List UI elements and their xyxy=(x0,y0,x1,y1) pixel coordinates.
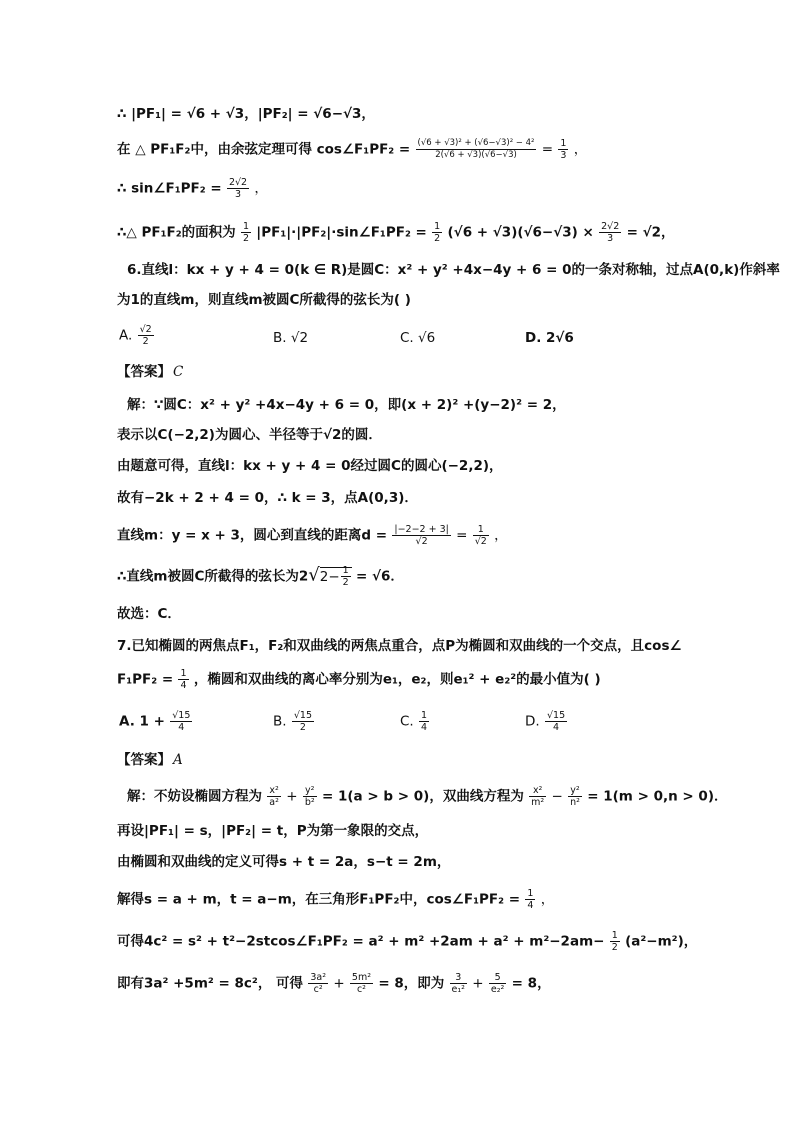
text: |PF₁|·|PF₂|·sin∠F₁PF₂ = xyxy=(256,224,427,241)
text: = √2， xyxy=(626,224,675,241)
denominator: 2 xyxy=(299,722,306,733)
fraction xyxy=(170,710,192,733)
numerator: 1 xyxy=(560,138,567,149)
numerator: y² xyxy=(568,785,582,797)
fraction xyxy=(529,785,546,808)
text: 解得s = a + m，t = a−m，在三角形F₁PF₂中，cos∠F₁PF₂ = xyxy=(117,891,521,908)
fraction xyxy=(473,524,489,547)
denominator: 2 xyxy=(242,233,249,244)
text: + xyxy=(472,975,484,992)
text: 再设|PF₁| = s，|PF₂| = t，P为第一象限的交点， xyxy=(117,823,429,839)
numerator: 1 xyxy=(434,221,441,232)
fraction xyxy=(568,785,582,808)
solution-6-line-6 xyxy=(117,565,404,588)
radicand xyxy=(319,565,352,588)
numerator: 1 xyxy=(611,930,618,941)
fraction xyxy=(599,221,621,244)
question-7-option-a xyxy=(119,710,193,733)
solution-line-area xyxy=(117,221,675,244)
fraction xyxy=(241,221,251,244)
fraction xyxy=(525,888,535,911)
answer-value: A xyxy=(173,752,183,768)
text: 2− xyxy=(319,568,340,585)
numerator: x² xyxy=(267,785,281,797)
fraction xyxy=(350,972,373,995)
denominator: 2 xyxy=(142,336,149,347)
solution-7-line-6 xyxy=(117,972,551,995)
fraction xyxy=(308,972,328,995)
denominator: b² xyxy=(304,797,315,808)
question-7-option-d xyxy=(525,710,568,733)
solution-line-sine xyxy=(117,177,268,200)
text: + xyxy=(333,975,345,992)
text: 解：不妨设椭圆方程为 xyxy=(127,788,262,805)
question-6-answer xyxy=(117,362,183,382)
option-label: B. xyxy=(273,713,287,730)
solution-line-pf-lengths xyxy=(117,104,375,124)
text: 6.直线l：kx + y + 4 = 0(k ∈ R)是圆C：x² + y² +4x−4y + 6 = 0的一条对称轴，过点A(0,k)作斜率 xyxy=(127,262,780,278)
numerator: 1 xyxy=(180,668,187,679)
text: 故选：C． xyxy=(117,606,181,622)
option-text: B. √2 xyxy=(273,330,309,346)
text: 直线m：y = x + 3，圆心到直线的距离d = xyxy=(117,527,388,544)
fraction xyxy=(267,785,281,808)
fraction xyxy=(489,972,506,995)
text: (a²−m²)， xyxy=(625,933,698,950)
fraction xyxy=(392,524,450,547)
text: = xyxy=(541,141,554,158)
text: ， xyxy=(573,141,588,158)
text: = 8， xyxy=(511,975,551,992)
answer-tag: 【答案】 xyxy=(117,752,171,768)
option-text: C. √6 xyxy=(400,330,436,346)
numerator: √15 xyxy=(546,710,566,721)
text: ∴ sin∠F₁PF₂ = xyxy=(117,180,222,197)
text: 在 △ PF₁F₂中，由余弦定理可得 cos∠F₁PF₂ = xyxy=(117,141,411,158)
denominator: n² xyxy=(570,797,580,808)
question-7-answer xyxy=(117,750,183,770)
numerator: 2√2 xyxy=(601,221,620,232)
option-label: C. xyxy=(400,713,414,730)
question-6-stem-line-2 xyxy=(117,290,411,310)
fraction xyxy=(416,138,537,161)
numerator: 5 xyxy=(489,972,506,984)
option-label: A. xyxy=(119,327,133,344)
solution-7-line-2 xyxy=(117,821,428,841)
text: = 1(m > 0,n > 0)． xyxy=(587,788,728,805)
denominator: 4 xyxy=(180,680,187,691)
text: ， xyxy=(494,527,508,544)
fraction xyxy=(545,710,567,733)
question-6-option-b xyxy=(273,328,308,348)
text: 7.已知椭圆的两焦点F₁，F₂和双曲线的两焦点重合，点P为椭圆和双曲线的一个交点，且cos∠ xyxy=(117,638,682,654)
denominator: √2 xyxy=(474,536,487,547)
solution-6-line-4 xyxy=(117,488,418,508)
numerator: (√6 + √3)² + (√6−√3)² − 4² xyxy=(417,138,535,148)
answer-tag: 【答案】 xyxy=(117,364,171,380)
answer-value: C xyxy=(173,364,184,380)
text: + xyxy=(286,788,298,805)
text: ∴直线m被圆C所截得的弦长为2 xyxy=(117,568,309,585)
fraction xyxy=(178,668,188,691)
denominator: 2 xyxy=(342,577,349,588)
solution-6-line-7 xyxy=(117,604,181,624)
numerator: 1 xyxy=(527,888,534,899)
text: ， xyxy=(540,891,555,908)
denominator: 2 xyxy=(611,942,618,953)
text: ∴ |PF₁| = √6 + √3，|PF₂| = √6−√3， xyxy=(117,106,375,122)
option-text: D. 2√6 xyxy=(525,330,574,346)
text: F₁PF₂ = xyxy=(117,671,174,688)
numerator: 5m² xyxy=(351,972,372,983)
denominator: c² xyxy=(313,984,323,995)
question-6-option-a xyxy=(119,324,155,347)
fraction xyxy=(303,785,317,808)
text: = 1(a > b > 0)，双曲线方程为 xyxy=(321,788,524,805)
denominator: 4 xyxy=(178,722,185,733)
text: 为1的直线m，则直线m被圆C所截得的弦长为( ) xyxy=(117,292,411,308)
text: 即有3a² +5m² = 8c²， 可得 xyxy=(117,975,304,992)
solution-6-line-3 xyxy=(117,456,503,476)
numerator: √2 xyxy=(139,324,152,335)
denominator: c² xyxy=(356,984,366,995)
denominator: 4 xyxy=(553,722,560,733)
numerator: √15 xyxy=(293,710,313,721)
numerator: x² xyxy=(529,785,546,797)
fraction xyxy=(432,221,442,244)
solution-line-cosine-rule xyxy=(117,138,587,161)
text: (√6 + √3)(√6−√3) × xyxy=(447,224,594,241)
question-7-stem-line-2 xyxy=(117,668,601,691)
solution-6-line-1 xyxy=(127,395,566,415)
numerator: 1 xyxy=(473,524,489,536)
question-6-stem-line-1 xyxy=(127,260,780,280)
text: 由椭圆和双曲线的定义可得s + t = 2a，s−t = 2m， xyxy=(117,854,451,870)
numerator: |−2−2 + 3| xyxy=(394,524,449,535)
numerator: 1 xyxy=(342,565,349,576)
text: ，椭圆和双曲线的离心率分别为e₁，e₂，则e₁² + e₂²的最小值为( ) xyxy=(193,671,601,688)
fraction xyxy=(450,972,467,995)
fraction xyxy=(419,710,429,733)
text: 表示以C(−2,2)为圆心、半径等于√2的圆． xyxy=(117,427,382,443)
question-6-option-d xyxy=(525,328,574,348)
solution-6-line-5 xyxy=(117,524,508,547)
denominator: 3 xyxy=(607,233,614,244)
text: − xyxy=(551,788,563,805)
fraction xyxy=(610,930,620,953)
denominator: a² xyxy=(269,797,279,808)
fraction xyxy=(227,177,249,200)
text: 可得4c² = s² + t²−2stcos∠F₁PF₂ = a² + m² +2am + a² + m²−2am− xyxy=(117,933,605,950)
option-label: D. xyxy=(525,713,540,730)
numerator: √15 xyxy=(172,710,191,721)
fraction xyxy=(292,710,314,733)
text: = xyxy=(456,527,468,544)
fraction xyxy=(138,324,154,347)
question-7-stem-line-1 xyxy=(117,636,682,656)
text: = √6． xyxy=(356,568,404,585)
text: ∴△ PF₁F₂的面积为 xyxy=(117,224,236,241)
solution-7-line-4 xyxy=(117,888,554,911)
text: 由题意可得，直线l：kx + y + 4 = 0经过圆C的圆心(−2,2)， xyxy=(117,458,503,474)
denominator: 2 xyxy=(434,233,441,244)
numerator: 1 xyxy=(421,710,428,721)
denominator: √2 xyxy=(415,536,428,547)
denominator: 4 xyxy=(421,722,428,733)
numerator: 3 xyxy=(450,972,467,984)
text: ， xyxy=(254,180,268,197)
solution-7-line-3 xyxy=(117,852,450,872)
question-7-option-c xyxy=(400,710,430,733)
denominator: 3 xyxy=(560,150,567,161)
numerator: y² xyxy=(303,785,317,797)
fraction xyxy=(558,138,568,161)
question-6-option-c xyxy=(400,328,435,348)
solution-7-line-1 xyxy=(127,785,728,808)
numerator: 2√2 xyxy=(228,177,248,188)
solution-7-line-5 xyxy=(117,930,697,953)
text: 解：∵圆C：x² + y² +4x−4y + 6 = 0，即(x + 2)² +(y−2)² = 2， xyxy=(127,397,566,413)
denominator: 4 xyxy=(527,900,534,911)
solution-6-line-2 xyxy=(117,425,382,445)
text: = 8，即为 xyxy=(378,975,445,992)
radical-sign: √ xyxy=(308,564,320,586)
numerator: 3a² xyxy=(310,972,327,983)
option-label: A. 1 + xyxy=(119,713,165,730)
denominator: 2(√6 + √3)(√6−√3) xyxy=(435,150,517,160)
question-7-option-b xyxy=(273,710,315,733)
denominator: m² xyxy=(531,797,545,808)
denominator: e₂² xyxy=(490,984,505,995)
denominator: 3 xyxy=(235,189,242,200)
fraction xyxy=(341,565,351,588)
text: 故有−2k + 2 + 4 = 0，∴ k = 3，点A(0,3)． xyxy=(117,490,418,506)
numerator: 1 xyxy=(242,221,249,232)
denominator: e₁² xyxy=(451,984,465,995)
